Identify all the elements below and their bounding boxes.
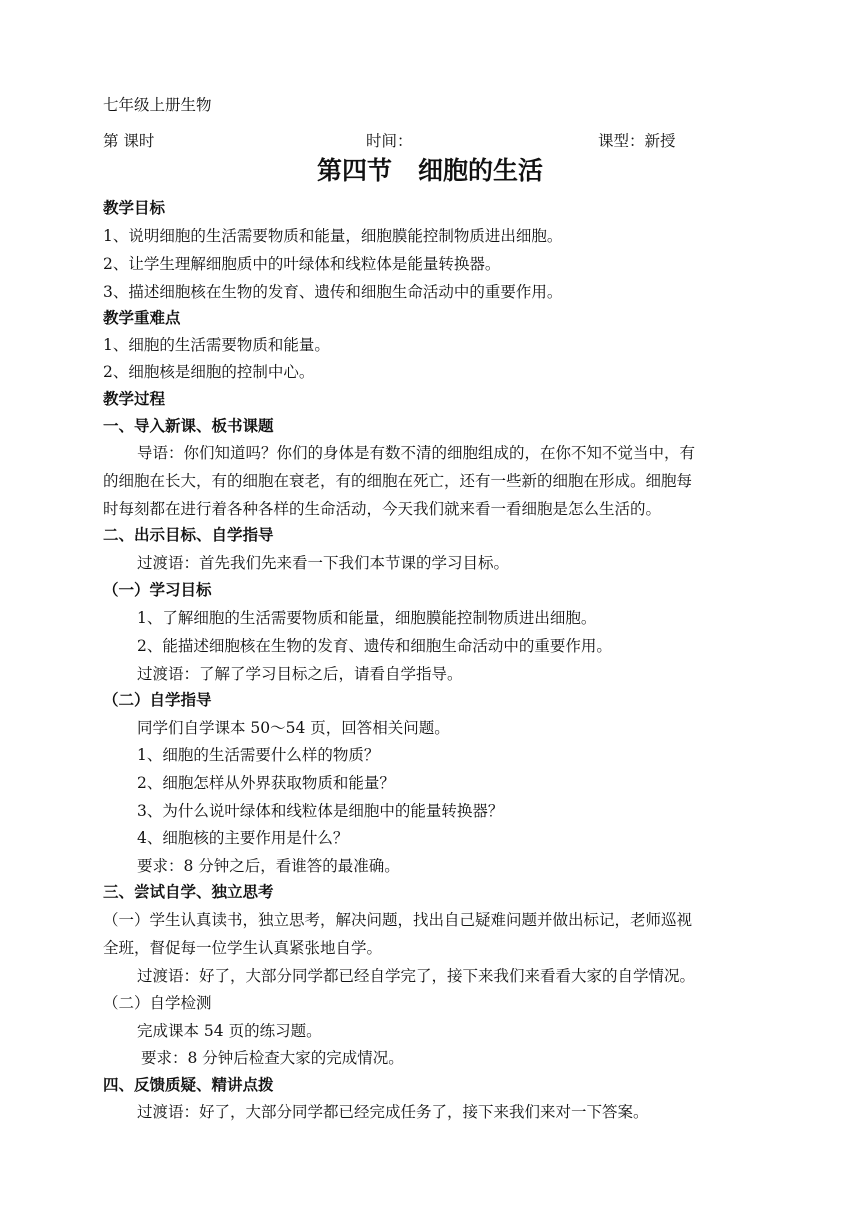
- self-check-heading: （二）自学检测: [103, 994, 212, 1012]
- goal-item-3: 3、描述细胞核在生物的发育、遗传和细胞生命活动中的重要作用。: [103, 283, 563, 301]
- intro-text-line-2: 的细胞在长大，有的细胞在衰老，有的细胞在死亡，还有一些新的细胞在形成。细胞每: [103, 472, 693, 490]
- learning-goals-heading: （一）学习目标: [103, 581, 212, 599]
- guide-question-1: 1、细胞的生活需要什么样的物质？: [137, 746, 380, 764]
- lesson-type-label: 课型：新授: [598, 132, 676, 150]
- intro-text-line-3: 时每刻都在进行着各种各样的生命活动，今天我们就来看一看细胞是怎么生活的。: [103, 500, 662, 518]
- goal-item-1: 1、说明细胞的生活需要物质和能量，细胞膜能控制物质进出细胞。: [103, 227, 563, 245]
- requirement-2: 要求：8 分钟后检查大家的完成情况。: [141, 1049, 404, 1067]
- requirement-1: 要求：8 分钟之后，看谁答的最准确。: [137, 857, 400, 875]
- guide-question-4: 4、细胞核的主要作用是什么？: [137, 829, 349, 847]
- learning-goal-2: 2、能描述细胞核在生物的发育、遗传和细胞生命活动中的重要作用。: [137, 637, 612, 655]
- key-point-2: 2、细胞核是细胞的控制中心。: [103, 363, 315, 381]
- guide-question-3: 3、为什么说叶绿体和线粒体是细胞中的能量转换器？: [137, 802, 504, 820]
- lesson-period-label: 第 课时: [103, 132, 155, 150]
- self-study-line-2: 全班，督促每一位学生认真紧张地自学。: [103, 939, 383, 957]
- part3-heading: 三、尝试自学、独立思考: [103, 883, 274, 901]
- self-study-line-1: （一）学生认真读书，独立思考，解决问题，找出自己疑难问题并做出标记，老师巡视: [103, 911, 693, 929]
- goal-item-2: 2、让学生理解细胞质中的叶绿体和线粒体是能量转换器。: [103, 255, 501, 273]
- part4-heading: 四、反馈质疑、精讲点拨: [103, 1076, 274, 1094]
- transition-2: 过渡语：了解了学习目标之后，请看自学指导。: [137, 665, 463, 683]
- transition-1: 过渡语：首先我们先来看一下我们本节课的学习目标。: [137, 554, 510, 572]
- section-number: 第四节: [316, 156, 392, 185]
- guide-question-2: 2、细胞怎样从外界获取物质和能量？: [137, 774, 395, 792]
- part1-heading: 一、导入新课、板书课题: [103, 417, 274, 435]
- exercise-text: 完成课本 54 页的练习题。: [137, 1022, 322, 1040]
- guide-intro: 同学们自学课本 50～54 页，回答相关问题。: [137, 719, 450, 737]
- transition-3: 过渡语：好了，大部分同学都已经自学完了，接下来我们来看看大家的自学情况。: [137, 967, 696, 985]
- section-name: 细胞的生活: [418, 156, 544, 185]
- subject-label: 七年级上册生物: [103, 96, 212, 114]
- key-point-1: 1、细胞的生活需要物质和能量。: [103, 336, 330, 354]
- page-title: [0, 153, 860, 189]
- key-points-heading: 教学重难点: [103, 309, 181, 327]
- part2-heading: 二、出示目标、自学指导: [103, 526, 274, 544]
- goals-heading: 教学目标: [103, 199, 166, 217]
- time-label: 时间：: [366, 132, 413, 150]
- self-study-guide-heading: （二）自学指导: [103, 691, 212, 709]
- intro-text-line-1: 导语：你们知道吗？你们的身体是有数不清的细胞组成的，在你不知不觉当中，有: [137, 444, 696, 462]
- transition-4: 过渡语：好了，大部分同学都已经完成任务了，接下来我们来对一下答案。: [137, 1103, 649, 1121]
- learning-goal-1: 1、了解细胞的生活需要物质和能量，细胞膜能控制物质进出细胞。: [137, 609, 597, 627]
- process-heading: 教学过程: [103, 390, 166, 408]
